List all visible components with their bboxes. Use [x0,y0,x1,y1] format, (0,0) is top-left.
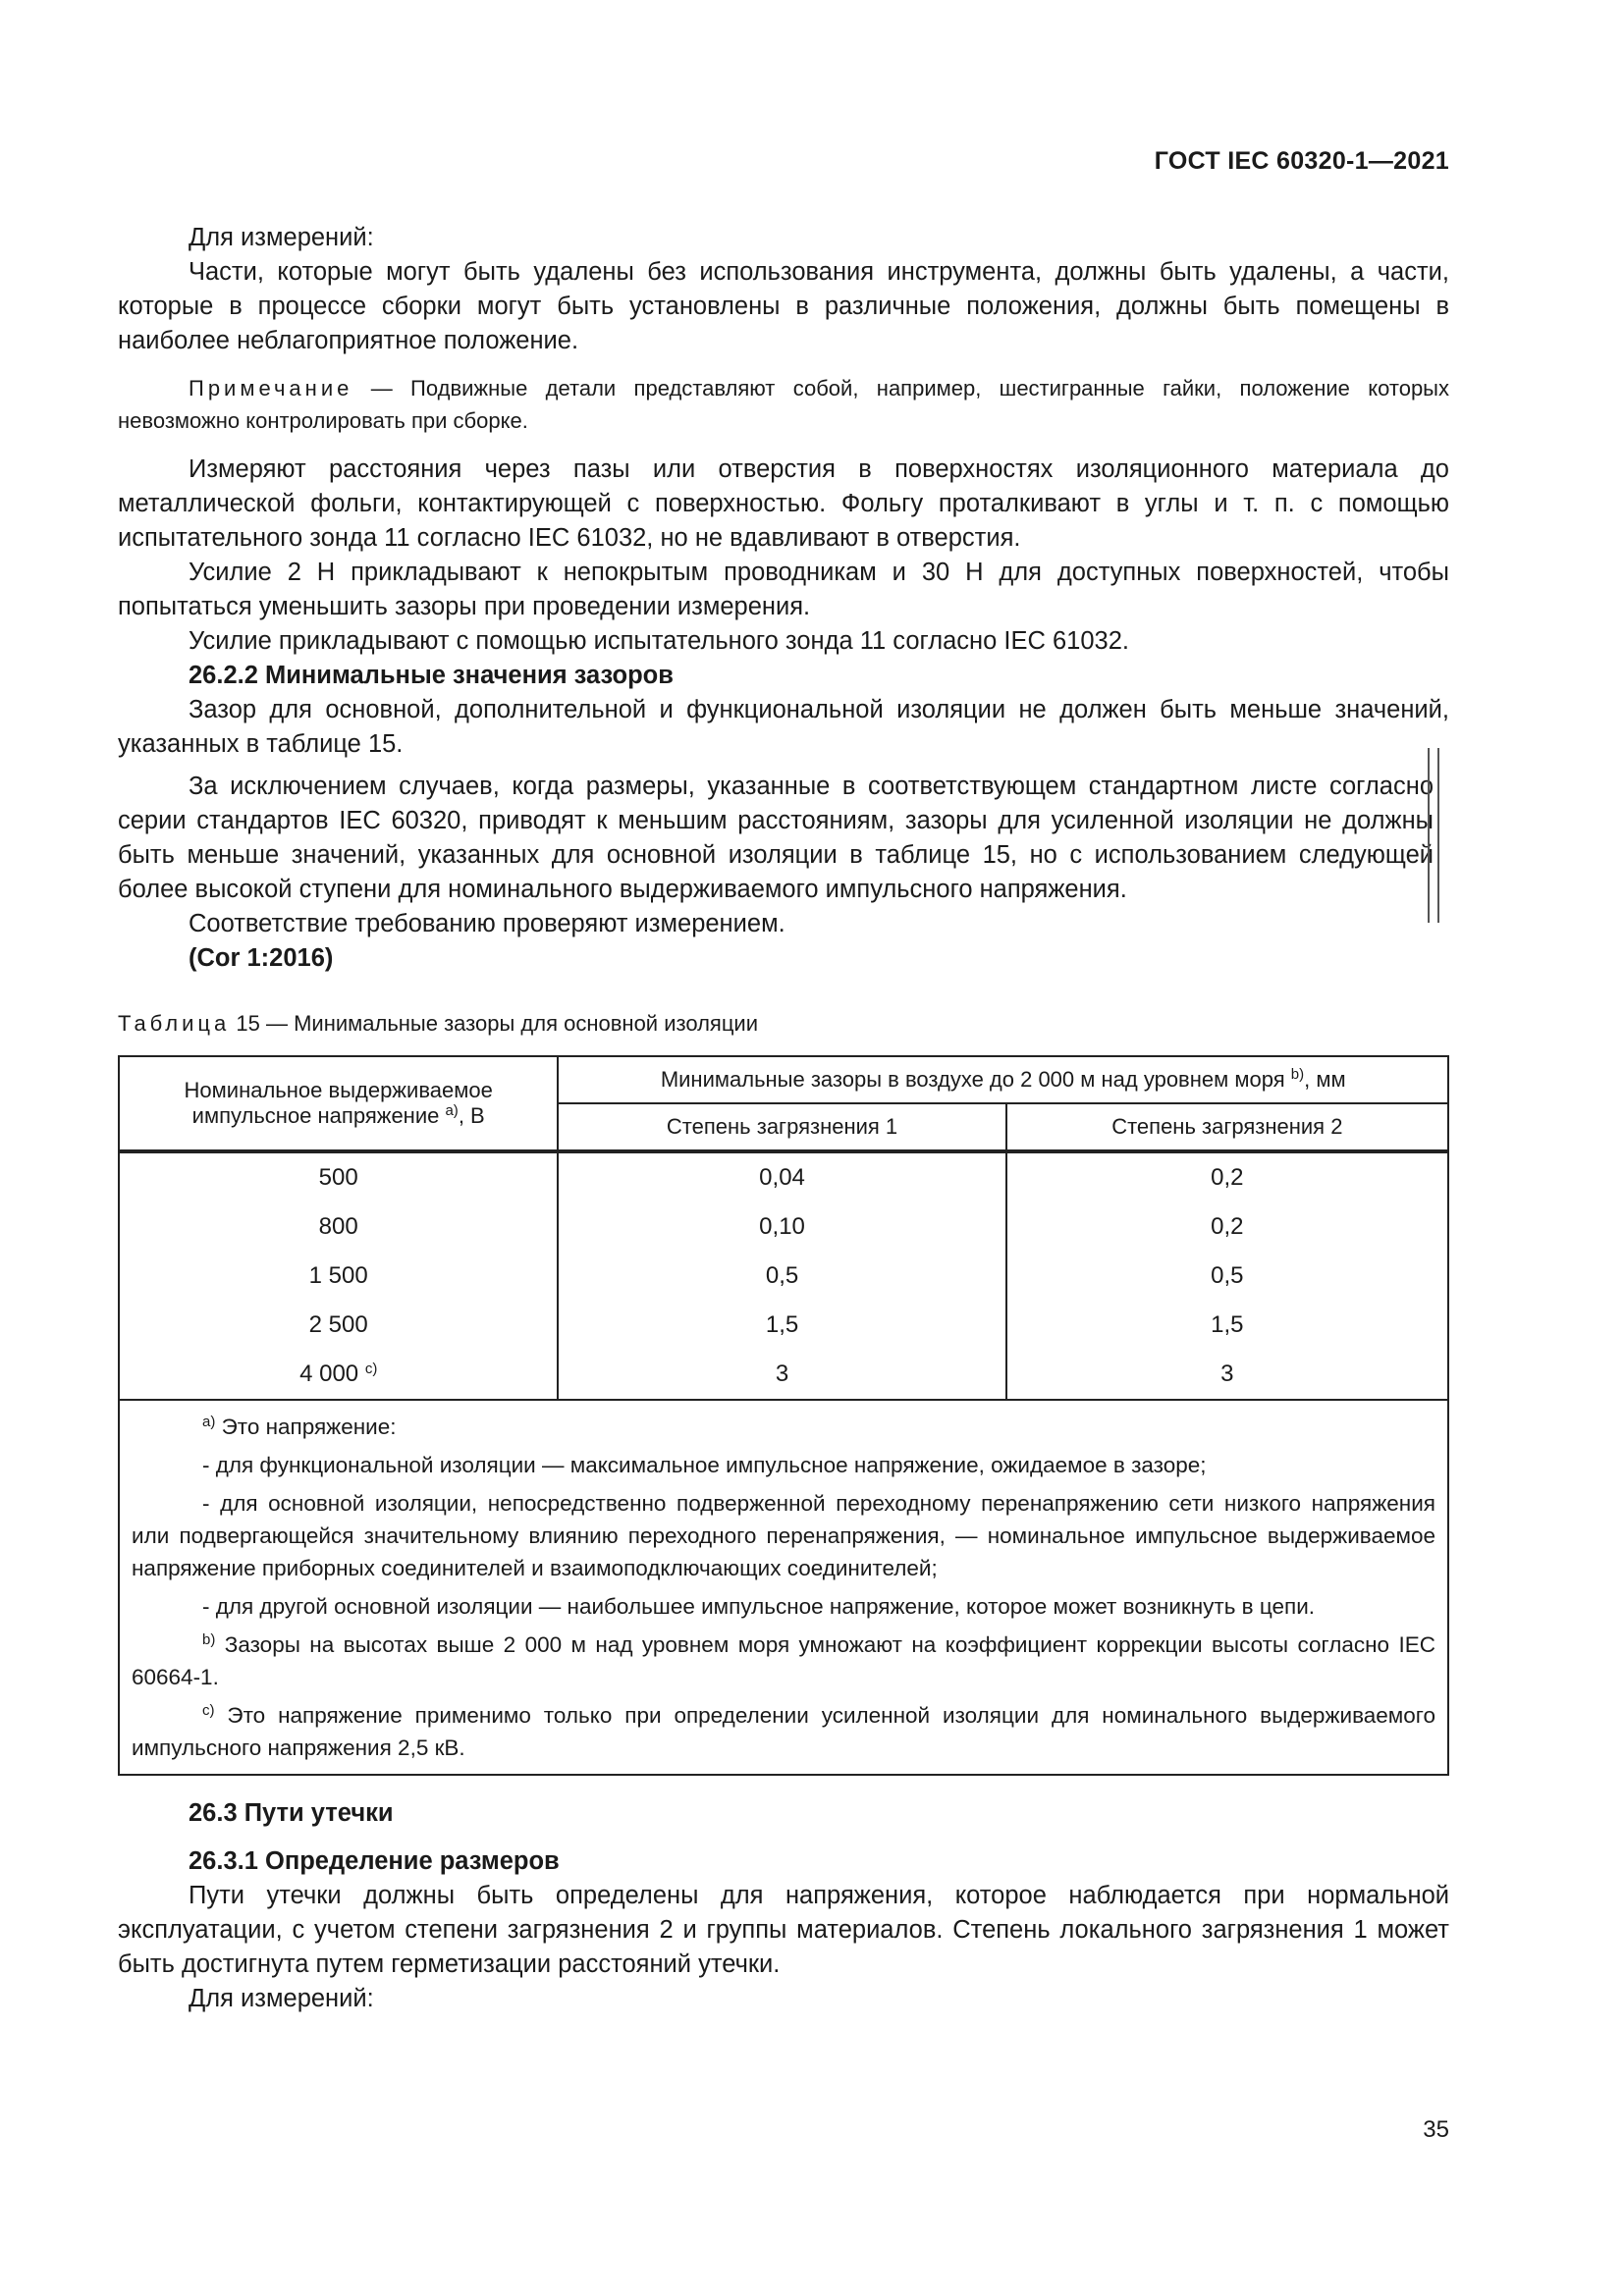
clearance-cell: 0,2 [1006,1202,1448,1252]
clearance-cell: 0,10 [558,1202,1005,1252]
header-text: , В [458,1103,485,1128]
footnote-mark: b) [202,1631,216,1648]
note [118,372,1449,437]
paragraph-changed: За исключением случаев, когда размеры, указанные в соответствующем стандартном листе согласно серии стандартов IEC 60320, приводят к меньшим расстояниям, зазоры для усиленной изоляции не должны быть меньше значений, указанных для основной изоляции в таблице 15, но с использованием следующей более высокой ступени для номинального выдерживаемого импульсного напряжения. [118,773,1434,903]
clearance-cell: 3 [1006,1350,1448,1400]
footnote-mark: a) [202,1414,216,1430]
clearance-cell: 1,5 [558,1301,1005,1350]
clearance-table [118,1055,1449,1776]
footnote-c [132,1699,1435,1764]
creepage-section [118,1796,1449,2016]
section-heading: 26.3 Пути утечки [189,1799,394,1827]
footnote-a [132,1411,1435,1443]
footnote-text: Это напряжение применимо только при определении усиленной изоляции для номинального выдерживаемого импульсного напряжения 2,5 кВ. [132,1703,1435,1760]
clearance-group-header [558,1056,1448,1103]
header-text: импульсное напряжение [191,1103,446,1128]
header-text: Минимальные зазоры в воздухе до 2 000 м над уровнем моря [660,1067,1291,1092]
paragraph: Части, которые могут быть удалены без использования инструмента, должны быть удалены, а части, которые в процессе сборки могут быть установлены в различные положения, должны быть помещены в наиболее неблагоприятное положение. [118,258,1449,354]
paragraph: Пути утечки должны быть определены для напряжения, которое наблюдается при нормальной эксплуатации, с учетом степени загрязнения 2 и группы материалов. Степень локального загрязнения 1 может быть достигнута путем герметизации расстояний утечки. [118,1882,1449,1978]
paragraph: Усилие 2 Н прикладывают к непокрытым проводникам и 30 Н для доступных поверхностей, чтобы попытаться уменьшить зазоры при проведении измерения. [118,559,1449,620]
footnote-item: - для функциональной изоляции — максимальное импульсное напряжение, ожидаемое в зазоре; [202,1453,1207,1477]
table-caption-text: 15 — Минимальные зазоры для основной изоляции [230,1011,759,1036]
clearance-cell: 0,5 [1006,1252,1448,1301]
table-caption-label: Таблица [118,1011,231,1036]
pollution-degree-2-header: Степень загрязнения 2 [1006,1103,1448,1151]
clearance-cell: 1,5 [1006,1301,1448,1350]
table-row [119,1301,1448,1350]
header-text: , мм [1304,1067,1346,1092]
voltage-cell: 800 [318,1213,358,1240]
paragraph: Для измерений: [189,224,374,251]
document-header: ГОСТ IEC 60320-1—2021 [1154,147,1449,175]
footnote-b [132,1629,1435,1693]
change-bar [1428,748,1439,923]
table-row [119,1151,1448,1202]
paragraph: Измеряют расстояния через пазы или отверстия в поверхностях изоляционного материала до металлической фольги, контактирующей с поверхностью. Фольгу проталкивают в углы и т. п. с помощью испытательного зонда 11 согласно IEC 61032, но не вдавливают в отверстия. [118,455,1449,552]
clearance-cell: 0,2 [1006,1151,1448,1202]
footnote-mark: c) [202,1702,215,1719]
paragraph: Соответствие требованию проверяют измерением. [189,910,785,937]
paragraph: Для измерений: [189,1985,374,2012]
clearance-cell: 0,5 [558,1252,1005,1301]
voltage-cell: 4 000 [299,1361,365,1387]
table-caption [118,1011,758,1037]
clearance-cell: 3 [558,1350,1005,1400]
page-number: 35 [1423,2116,1449,2143]
footnote-text: Это напряжение: [215,1415,397,1439]
footnote-item: - для другой основной изоляции — наибольшее импульсное напряжение, которое может возникнуть в цепи. [202,1594,1316,1619]
footnote-ref: a) [445,1102,459,1119]
footnote-ref: b) [1290,1066,1305,1083]
table-row [119,1350,1448,1400]
table-row [119,1252,1448,1301]
intro-block [118,221,1449,976]
note-label: Примечание [189,376,353,400]
voltage-column-header [119,1056,558,1151]
table-row [119,1202,1448,1252]
voltage-cell: 2 500 [308,1311,368,1338]
table-footnotes [119,1400,1448,1775]
paragraph: Зазор для основной, дополнительной и функциональной изоляции не должен быть меньше значений, указанных в таблице 15. [118,696,1449,758]
voltage-cell: 500 [318,1164,358,1191]
correction-note: (Cor 1:2016) [189,944,334,972]
section-heading: 26.2.2 Минимальные значения зазоров [189,662,674,689]
subsection-heading: 26.3.1 Определение размеров [189,1847,560,1875]
note-text: — Подвижные детали представляют собой, например, шестигранные гайки, положение которых невозможно контролировать при сборке. [118,376,1449,433]
footnote-item: - для основной изоляции, непосредственно подверженной переходному перенапряжению сети низкого напряжения или подвергающейся значительному влиянию переходного перенапряжения, — номинальное импульсное выдерживаемое напряжение приборных соединителей и взаимоподключающих соединителей; [132,1491,1435,1580]
clearance-cell: 0,04 [558,1151,1005,1202]
footnote-ref: c) [364,1361,378,1377]
header-text: Номинальное выдерживаемое [184,1078,493,1102]
pollution-degree-1-header: Степень загрязнения 1 [558,1103,1005,1151]
voltage-cell: 1 500 [308,1262,368,1289]
paragraph: Усилие прикладывают с помощью испытательного зонда 11 согласно IEC 61032. [189,627,1129,655]
footnote-text: Зазоры на высотах выше 2 000 м над уровнем моря умножают на коэффициент коррекции высоты согласно IEC 60664-1. [132,1632,1435,1689]
